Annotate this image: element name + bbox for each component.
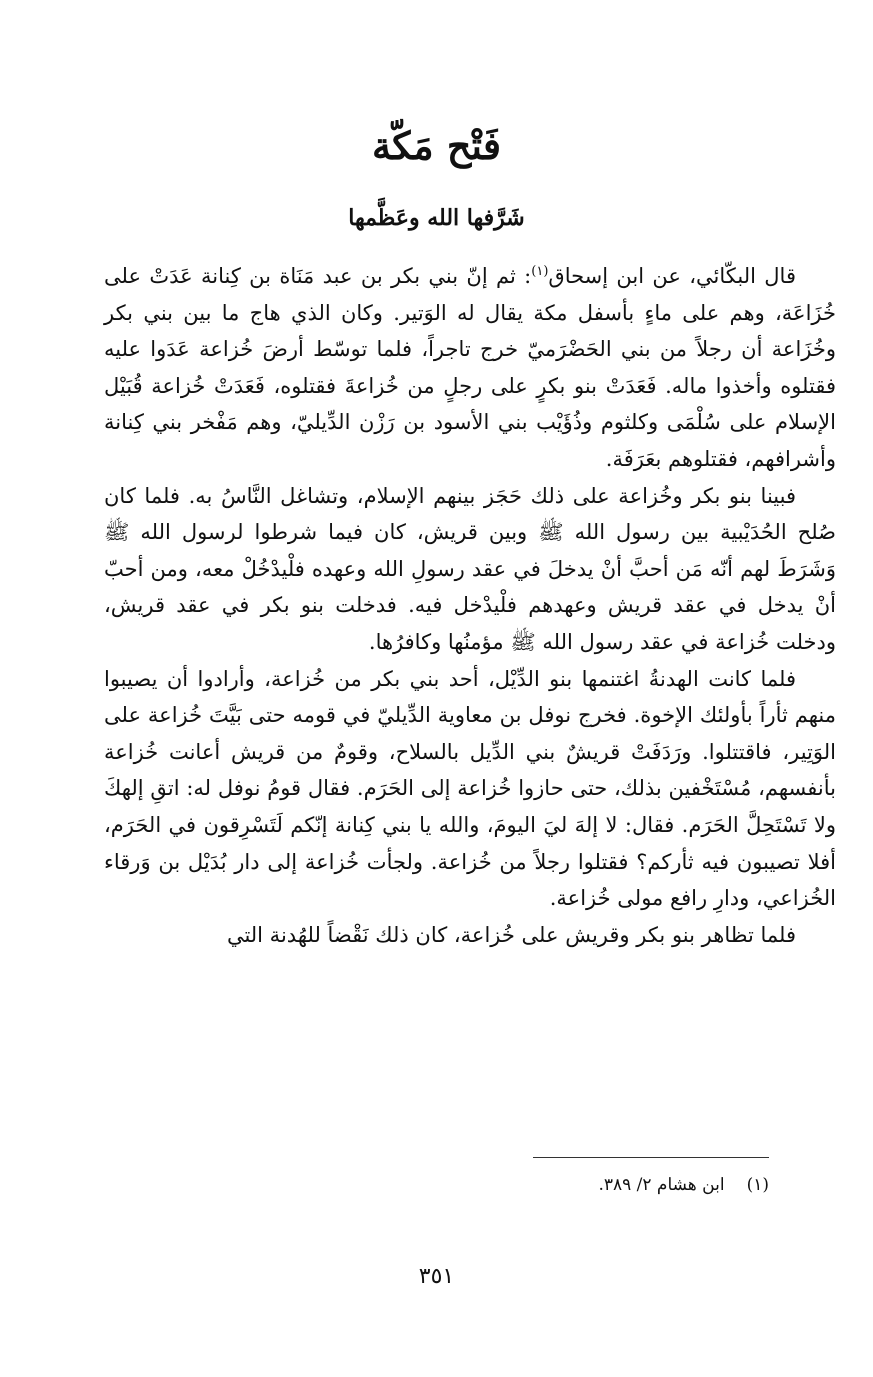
footnote-reference: (١) xyxy=(531,264,549,279)
footnote xyxy=(598,1172,769,1198)
paragraph-3: فلما كانت الهدنةُ اغتنمها بنو الدِّيْل، أحد بني بكر من خُزاعة، وأرادوا أن يصيبوا منهم ثأراً بأولئك الإخوة. فخرج نوفل بن معاوية الدِّيليّ في قومه حتى بَيَّتَ خُزاعة على الوَتِير، فاقتتلوا. ورَدَفَتْ قريشٌ بني الدِّيل بالسلاح، وقومٌ من قريش أعانت خُزاعة بأنفسهم، مُسْتَخْفين بذلك، حتى حازوا خُزاعة إلى الحَرَم. فقال قومُ نوفل له: اتقِ إلهكَ ولا تَسْتَحِلَّ الحَرَم. فقال: لا إلهَ ليَ اليومَ، والله يا بني كِنانة إنّكم لَتَسْرِقون في الحَرَم، أفلا تصيبون فيه ثأركم؟ فقتلوا رجلاً من خُزاعة. ولجأت خُزاعة إلى دار بُدَيْل بن وَرقاء الخُزاعي، ودارِ رافع مولى خُزاعة. xyxy=(104,666,836,911)
chapter-title: فَتْح مَكّة xyxy=(371,123,502,168)
paragraph-2: فبينا بنو بكر وخُزاعة على ذلك حَجَز بينهم الإسلام، وتشاغل النَّاسُ به. فلما كان صُلح الحُدَيْبية بين رسول الله ﷺ وبين قريش، كان فيما شرطوا لرسول الله ﷺ وَشَرَطَ لهم أنّه مَن أحبَّ أنْ يدخلَ في عقد رسولِ الله وعهده فلْيدْخُلْ معه، ومن أحبّ أنْ يدخل في عقد قريش وعهدهم فلْيدْخل فيه. فدخلت بنو بكر في عقد قريش، ودخلت خُزاعة في عقد رسول الله ﷺ مؤمنُها وكافرُها. xyxy=(104,483,836,654)
paragraph-1-body: : ثم إنّ بني بكر بن عبد مَنَاة بن كِنانة عَدَتْ على خُزَاعَة، وهم على ماءٍ بأسفل مكة يقال له الوَتير. وكان الذي هاج ما بين بني بكر وخُزَاعة أن رجلاً من بني الحَضْرَميّ خرج تاجراً، فلما توسّط أرضَ خُزاعة عَدَوا عليه فقتلوه وأخذوا ماله. فَعَدَتْ بنو بكرٍ على رجلٍ من خُزاعةَ فقتلوه، فَعَدَتْ خُزاعة قُبَيْل الإسلام على سُلْمَى وكلثوم وذُؤَيْب بني الأسود بن رَزْن الدِّيليّ، وهم مَفْخر بني كِنانة وأشرافهم، فقتلوهم بعَرَفَة. xyxy=(104,264,836,471)
page-number: ٣٥١ xyxy=(418,1264,455,1289)
paragraph-4: فلما تظاهر بنو بكر وقريش على خُزاعة، كان ذلك نَقْضاً للهُدنة التي xyxy=(226,922,796,947)
footnote-number: (١) xyxy=(746,1175,769,1195)
footnote-text: ابن هشام ٢/ ٣٨٩. xyxy=(598,1175,725,1195)
paragraph-1-opening: قال البكّائي، عن ابن إسحاق xyxy=(548,264,796,288)
footnote-divider xyxy=(533,1157,769,1158)
chapter-subtitle: شَرَّفها الله وعَظَّمها xyxy=(348,205,525,231)
paragraph-1 xyxy=(104,258,836,478)
main-text xyxy=(104,258,836,953)
